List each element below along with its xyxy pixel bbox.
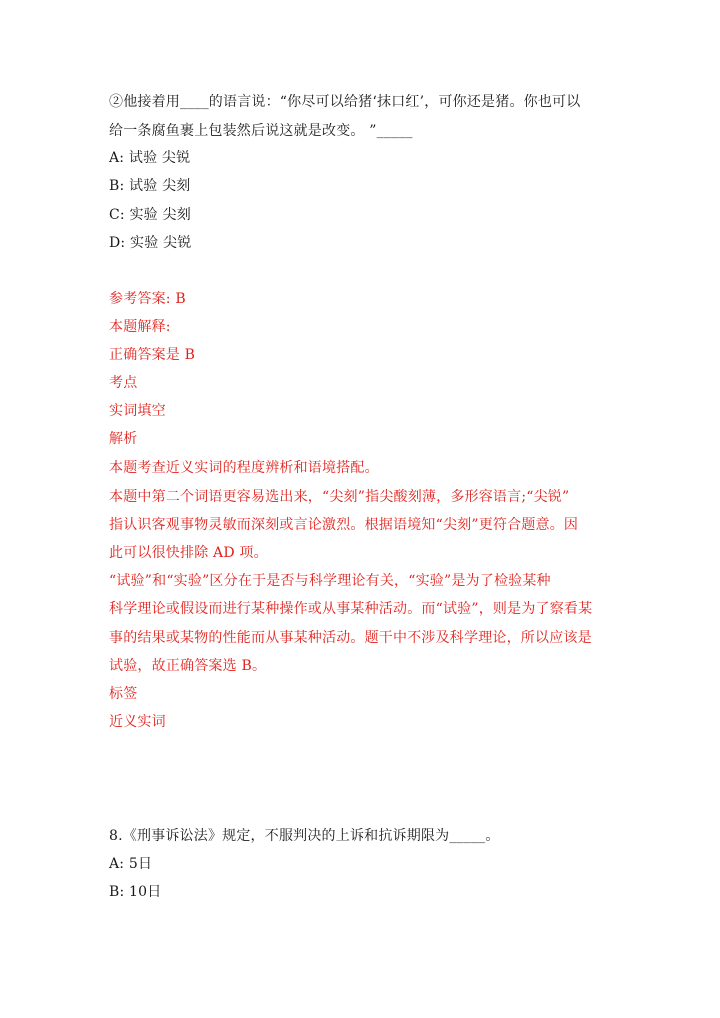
analysis-line-5: “试验”和“实验”区分在于是否与科学理论有关，“实验”是为了检验某种 [109, 573, 551, 589]
question-7-option-d: D: 实验 尖锐 [109, 235, 192, 251]
kaodian-label: 考点 [109, 375, 138, 391]
analysis-line-8: 试验，故正确答案选 B。 [109, 658, 267, 674]
tag-value: 近义实词 [109, 714, 166, 730]
analysis-line-2: 本题中第二个词语更容易选出来，“尖刻”指尖酸刻薄，多形容语言;“尖锐” [109, 489, 570, 505]
reference-answer: 参考答案: B [109, 291, 186, 307]
explanation-label: 本题解释: [109, 319, 171, 335]
analysis-line-1: 本题考查近义实词的程度辨析和语境搭配。 [109, 460, 379, 476]
question-8-option-b: B: 10日 [109, 884, 162, 900]
question-7-option-a: A: 试验 尖锐 [109, 150, 191, 166]
analysis-line-6: 科学理论或假设而进行某种操作或从事某种活动。而“试验”，则是为了察看某 [109, 601, 593, 617]
correct-answer: 正确答案是 B [109, 347, 196, 363]
kaodian-value: 实词填空 [109, 403, 166, 419]
analysis-line-7: 事的结果或某物的性能而从事某种活动。题干中不涉及科学理论，所以应该是 [109, 630, 592, 646]
question-8-stem: 8.《刑事诉讼法》规定，不服判决的上诉和抗诉期限为_____。 [109, 828, 500, 844]
analysis-line-4: 此可以很快排除 AD 项。 [109, 545, 268, 561]
analysis-label: 解析 [109, 431, 138, 447]
question-7-stem-line-1: ②他接着用____的语言说：“你尽可以给猪‘抹口红’，可你还是猪。你也可以 [109, 94, 581, 110]
analysis-line-3: 指认识客观事物灵敏而深刻或言论激烈。根据语境知“尖刻”更符合题意。因 [109, 517, 579, 533]
tag-label: 标签 [109, 686, 138, 702]
question-7-option-b: B: 试验 尖刻 [109, 178, 191, 194]
question-7-stem-line-2: 给一条腐鱼裹上包装然后说这就是改变。 ”_____ [109, 123, 413, 139]
question-8-option-a: A: 5日 [109, 856, 153, 872]
question-7-option-c: C: 实验 尖刻 [109, 207, 191, 223]
